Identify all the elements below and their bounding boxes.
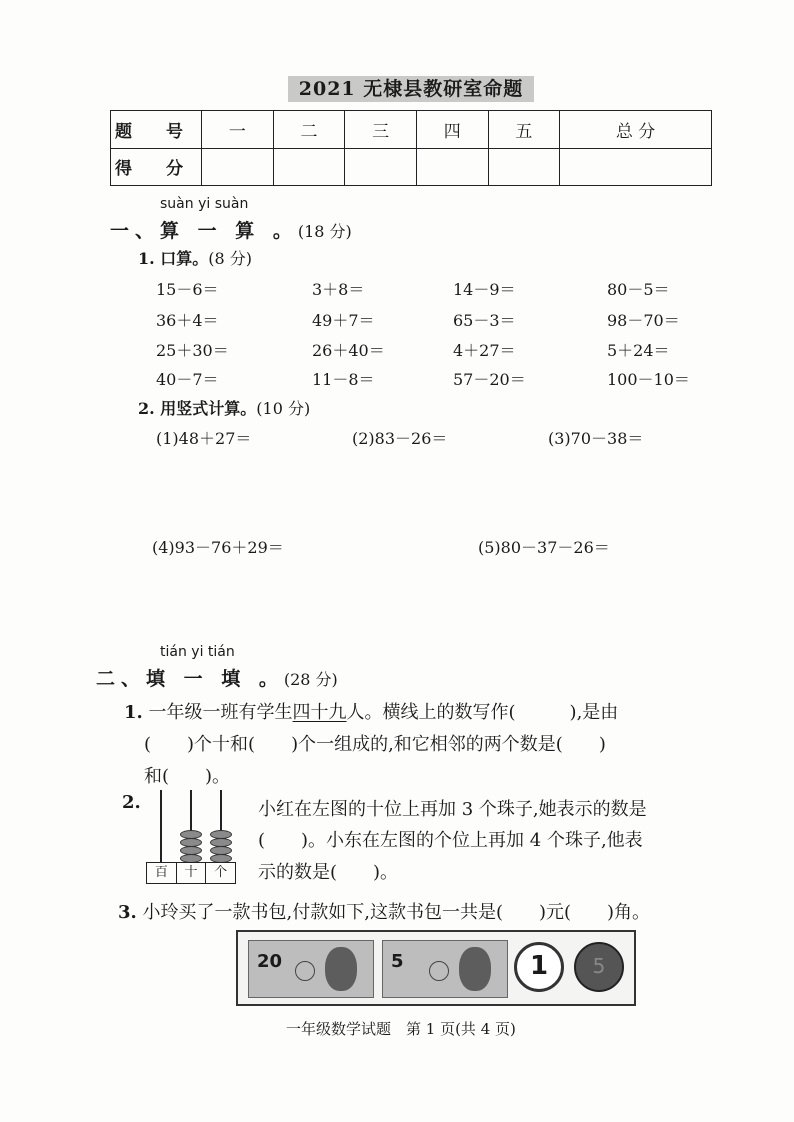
- abacus-rod-hundreds: [160, 790, 162, 862]
- oral-equation: 98－70＝: [607, 311, 680, 330]
- oral-equation: 15－6＝: [156, 280, 219, 299]
- coin-5-jiao: [574, 942, 624, 992]
- exam-title: 2021 无棣县教研室命题: [288, 76, 534, 102]
- part2-heading: [138, 396, 310, 419]
- question1-text-a: 一年级一班有学生: [148, 702, 293, 723]
- part2-points: (10 分): [256, 399, 311, 418]
- question3-number: 3.: [118, 902, 137, 923]
- oral-equation: 65－3＝: [453, 311, 516, 330]
- question1-text-b: 人。横线上的数写作( ),是由: [346, 702, 619, 723]
- oral-equation: 5＋24＝: [607, 341, 670, 360]
- question2-line3: 示的数是( )。: [258, 862, 399, 883]
- emblem-icon: [429, 961, 449, 981]
- score-table-score-row: [111, 148, 712, 186]
- score-input-cell[interactable]: [345, 148, 417, 186]
- oral-equation: 57－20＝: [453, 370, 526, 389]
- score-input-cell[interactable]: [202, 148, 274, 186]
- abacus-label: 百: [147, 863, 177, 883]
- banknote-5: [382, 940, 508, 998]
- abacus-place-labels: [146, 862, 236, 884]
- section2-points: (28 分): [283, 670, 338, 689]
- oral-equation: 25＋30＝: [156, 341, 229, 360]
- question3-line: [118, 898, 650, 924]
- score-cell: 一: [202, 111, 274, 149]
- banknote-value: 5: [391, 951, 404, 972]
- vertical-calc-item: (1)48＋27＝: [156, 429, 252, 448]
- question3-text: 小玲买了一款书包,付款如下,这款书包一共是( )元( )角。: [142, 902, 651, 923]
- score-cell: 总 分: [560, 111, 712, 149]
- portrait-icon: [325, 947, 357, 991]
- coin-value: 5: [592, 954, 606, 978]
- oral-equation: 11－8＝: [312, 370, 375, 389]
- section2-title: 二、填 一 填 。: [96, 668, 284, 690]
- oral-equation: 36＋4＝: [156, 311, 219, 330]
- score-cell: 得 分: [111, 148, 202, 186]
- part2-title: 2. 用竖式计算。: [138, 399, 257, 418]
- section1-points: (18 分): [297, 222, 352, 241]
- question2-line2: ( )。小东在左图的个位上再加 4 个珠子,他表: [258, 830, 643, 851]
- score-cell: 题 号: [111, 111, 202, 149]
- score-input-cell[interactable]: [560, 148, 712, 186]
- banknote-value: 20: [257, 951, 283, 972]
- abacus-label: 个: [214, 865, 228, 880]
- section1-pinyin: suàn yi suàn: [160, 196, 249, 212]
- oral-equation: 4＋27＝: [453, 341, 516, 360]
- score-cell: 三: [345, 111, 417, 149]
- question2-line1: 小红在左图的十位上再加 3 个珠子,她表示的数是: [258, 799, 647, 820]
- abacus-figure: [146, 790, 236, 886]
- oral-equation: 49＋7＝: [312, 311, 375, 330]
- score-input-cell[interactable]: [416, 148, 488, 186]
- question1-line2: ( )个十和( )个一组成的,和它相邻的两个数是( ): [144, 734, 606, 755]
- oral-equation: 14－9＝: [453, 280, 516, 299]
- score-cell: 二: [273, 111, 345, 149]
- oral-equation: 26＋40＝: [312, 341, 385, 360]
- score-cell: 五: [488, 111, 560, 149]
- page-footer: 一年级数学试题 第 1 页(共 4 页): [286, 1020, 516, 1038]
- vertical-calc-item: (4)93－76＋29＝: [152, 538, 284, 557]
- vertical-calc-item: (3)70－38＝: [548, 429, 644, 448]
- coin-1-yuan: [514, 942, 564, 992]
- section2-heading: [96, 664, 338, 691]
- score-table-header-row: [111, 111, 712, 149]
- section2-pinyin: tián yi tián: [160, 644, 235, 660]
- question1-number: 1.: [124, 702, 143, 723]
- question1-underlined-number: 四十九: [292, 702, 347, 723]
- part1-title: 1. 口算。: [138, 249, 209, 268]
- portrait-icon: [459, 947, 491, 991]
- score-cell: 四: [416, 111, 488, 149]
- section1-title: 一、算 一 算 。: [110, 220, 298, 242]
- oral-equation: 80－5＝: [607, 280, 670, 299]
- vertical-calc-item: (2)83－26＝: [352, 429, 448, 448]
- oral-equation: 40－7＝: [156, 370, 219, 389]
- score-table: [110, 110, 712, 186]
- part1-heading: [138, 246, 252, 269]
- score-input-cell[interactable]: [488, 148, 560, 186]
- banknote-20: [248, 940, 374, 998]
- oral-equation: 100－10＝: [607, 370, 690, 389]
- question2-number: 2.: [122, 792, 141, 813]
- question1-line1: [124, 698, 618, 724]
- money-figure: [236, 930, 636, 1006]
- question1-line3: 和( )。: [144, 766, 231, 787]
- vertical-calc-item: (5)80－37－26＝: [478, 538, 610, 557]
- emblem-icon: [295, 961, 315, 981]
- part1-points: (8 分): [208, 249, 253, 268]
- coin-value: 1: [529, 951, 549, 981]
- oral-equation: 3＋8＝: [312, 280, 365, 299]
- section1-heading: [110, 216, 352, 243]
- abacus-label: 十: [177, 863, 207, 883]
- score-input-cell[interactable]: [273, 148, 345, 186]
